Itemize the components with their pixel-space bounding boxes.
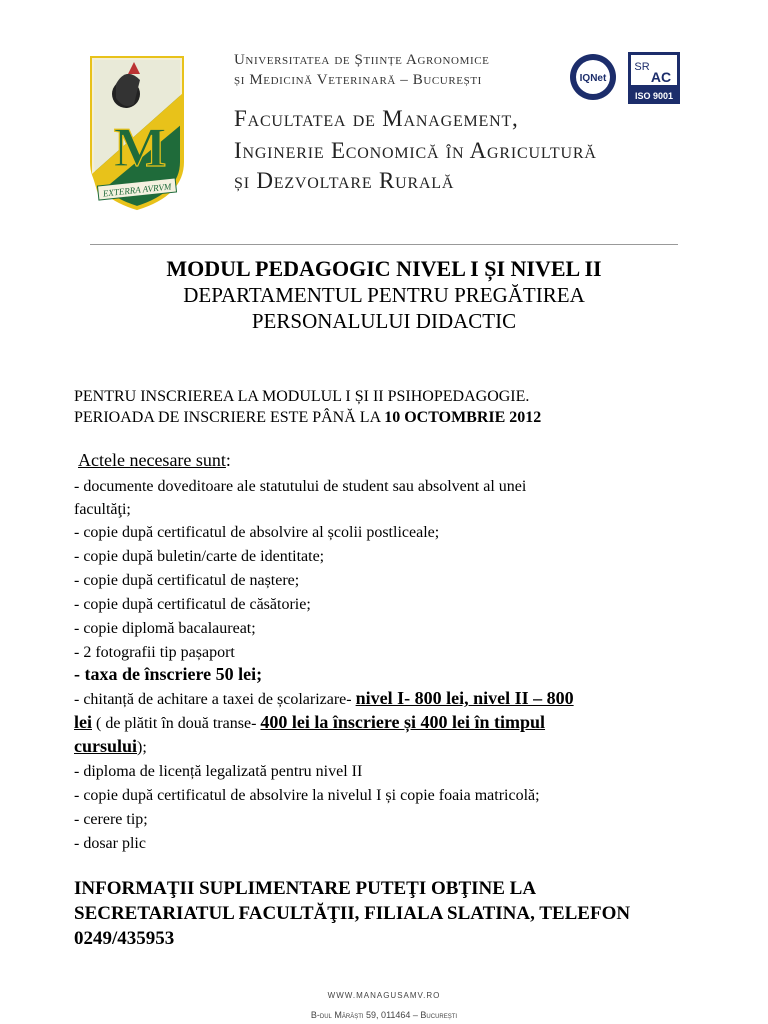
iqnet-certification-icon [568,52,618,102]
title-line-1: MODUL PEDAGOGIC NIVEL I ȘI NIVEL II [166,256,602,281]
tuition-end: ); [137,739,147,756]
title-line-3: PERSONALULUI DIDACTIC [251,309,517,333]
cert1-label: IQNet [579,73,607,84]
list-heading-text: Actele necesare sunt [78,450,226,470]
list-item: - cerere tip; [74,811,148,828]
list-item: - copie după certificatul de absolvire al școlii postliceale; [74,524,440,541]
list-item: - copie după certificatul de căsătorie; [74,596,311,613]
list-item: - copie diplomă bacalaureat; [74,620,256,637]
university-line-2: și Medicină Veterinară – București [234,72,482,88]
registration-deadline: 10 OCTOMBRIE 2012 [384,409,542,426]
info-line-3: 0249/435953 [74,928,175,949]
tuition-currency: lei [74,712,92,732]
tuition-instalment-amounts: 400 lei la înscriere și 400 lei în timpul [260,712,546,732]
info-line-1: INFORMAŢII SUPLIMENTARE PUTEŢI OBŢINE LA [74,878,537,899]
university-line-1: Universitatea de Științe Agronomice [234,52,490,68]
tuition-course: cursului [74,736,138,756]
footer-address: B-dul Mărăști 59, 011464 – București [310,1010,458,1020]
list-item-registration-fee: - taxa de înscriere 50 lei; [74,664,263,684]
faculty-line-1: Facultatea de Management, [234,106,519,131]
list-item-tuition [74,687,574,711]
list-item: - copie după buletin/carte de identitate; [74,548,325,565]
cert2-mid: AC [650,69,672,85]
info-line-2: SECRETARIATUL FACULTĂŢII, FILIALA SLATINA, TELEFON [74,903,631,924]
list-item-tuition-end [74,735,147,759]
contact-info [74,876,714,951]
tuition-instalments: ( de plătit în două transe- [92,715,261,732]
intro-line-2 [74,409,541,427]
list-item-tuition-cont [74,711,545,735]
list-item: - documente doveditoare ale statutului de student sau absolvent al unei [74,478,527,495]
faculty-line-3: și Dezvoltare Rurală [234,168,455,193]
list-item: facultăţi; [74,501,131,518]
list-item: - copie după certificatul de absolvire la nivelul I și copie foaia matricolă; [74,787,540,804]
footer-website[interactable]: WWW.MANAGUSAMV.RO [327,991,441,1000]
cert2-top: SR [634,61,650,73]
cert2-bottom: ISO 9001 [634,91,674,101]
logo-motto: EXTERRA AVRVM [102,181,172,199]
logo-letter: M [113,117,167,179]
list-item: - dosar plic [74,835,146,852]
list-heading-colon: : [225,450,231,470]
faculty-logo [88,54,186,212]
header-divider [90,244,678,245]
srac-iso-certification-icon [628,52,680,104]
list-item: - diploma de licență legalizată pentru nivel II [74,763,363,780]
tuition-amounts: nivel I- 800 lei, nivel II – 800 [355,688,574,708]
list-item: - 2 fotografii tip pașaport [74,644,235,661]
intro-line-2-prefix: PERIOADA DE INSCRIERE ESTE PÂNĂ LA [74,409,385,426]
list-item: - copie după certificatul de naștere; [74,572,300,589]
faculty-line-2: Inginerie Economică în Agricultură [234,138,597,163]
tuition-prefix: - chitanță de achitare a taxei de școlarizare- [74,691,356,708]
title-line-2: DEPARTAMENTUL PENTRU PREGĂTIREA [183,283,585,307]
intro-line-1: PENTRU INSCRIEREA LA MODULUL I ȘI II PSIHOPEDAGOGIE. [74,388,530,405]
list-heading [78,450,231,471]
